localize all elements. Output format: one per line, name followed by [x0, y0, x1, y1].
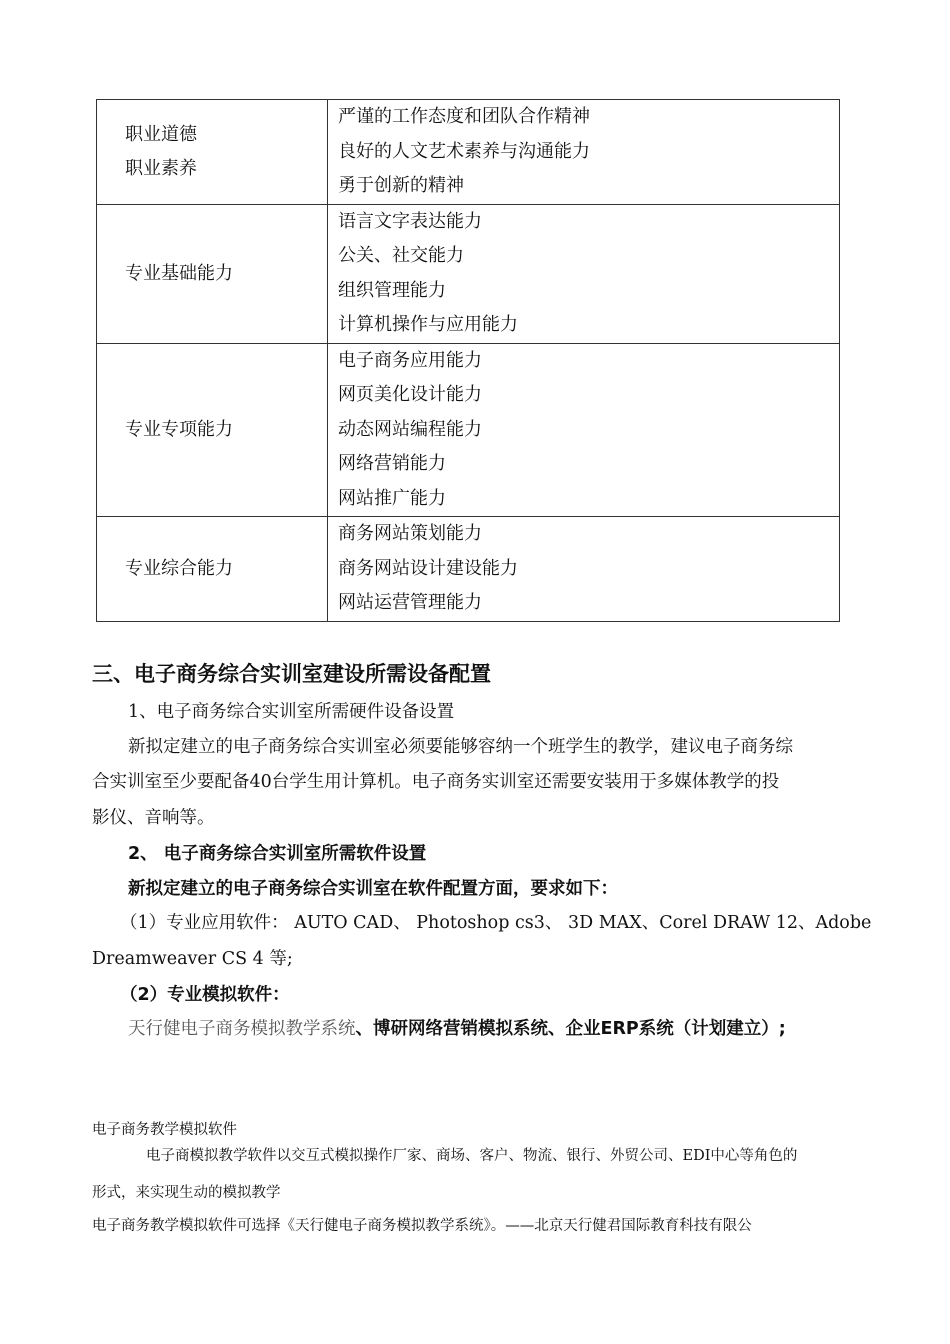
- software-paragraph: 新拟定建立的电子商务综合实训室在软件配置方面，要求如下：: [128, 879, 618, 899]
- category-label: 专业专项能力: [125, 418, 233, 440]
- software-item2-description: [128, 1011, 786, 1048]
- skill-item: 组织管理能力: [338, 279, 446, 301]
- hardware-subheading: 1、电子商务综合实训室所需硬件设备设置: [128, 702, 455, 722]
- software-item2-bold: 、博研网络营销模拟系统、企业ERP系统（计划建立）;: [355, 1019, 786, 1039]
- notes-line1: 电子商模拟教学软件以交互式模拟操作厂家、商场、客户、物流、银行、外贸公司、EDI中心等角色的: [146, 1148, 798, 1164]
- notes-title: 电子商务教学模拟软件: [92, 1122, 237, 1138]
- software-item1-line2: Dreamweaver CS 4 等;: [92, 949, 293, 969]
- skill-item: 网站运营管理能力: [338, 592, 482, 613]
- category-cell: [97, 517, 328, 622]
- items-cell: [328, 204, 840, 343]
- hardware-paragraph-line1: 新拟定建立的电子商务综合实训室必须要能够容纳一个班学生的教学，建议电子商务综: [128, 737, 793, 757]
- skill-item: 网络营销能力: [338, 453, 446, 474]
- category-label: 职业素养: [125, 157, 197, 179]
- skill-item: 电子商务应用能力: [338, 349, 482, 371]
- table-row: [97, 100, 840, 205]
- skill-item: 计算机操作与应用能力: [338, 314, 518, 335]
- hardware-paragraph-line3: 影仪、音响等。: [92, 808, 215, 828]
- skill-item: 动态网站编程能力: [338, 418, 482, 440]
- notes-line2: 形式，来实现生动的模拟教学: [92, 1185, 281, 1201]
- skill-item: 语言文字表达能力: [338, 210, 482, 232]
- table-row: [97, 204, 840, 343]
- skill-item: 良好的人文艺术素养与沟通能力: [338, 140, 590, 162]
- items-cell: [328, 100, 840, 205]
- items-cell: [328, 517, 840, 622]
- category-cell: [97, 100, 328, 205]
- table-row: [97, 517, 840, 622]
- table-row: [97, 343, 840, 517]
- items-cell: [328, 343, 840, 517]
- software-item2-plain: 天行健电子商务模拟教学系统: [128, 1019, 356, 1039]
- skill-item: 商务网站设计建设能力: [338, 557, 518, 579]
- software-subheading: 2、 电子商务综合实训室所需软件设置: [128, 844, 427, 864]
- software-item1-line1: （1）专业应用软件： AUTO CAD、 Photoshop cs3、 3D MAX、Corel DRAW 12、Adobe: [120, 913, 872, 933]
- skill-item: 网站推广能力: [338, 487, 446, 509]
- skill-item: 勇于创新的精神: [338, 175, 464, 196]
- skill-item: 商务网站策划能力: [338, 523, 482, 544]
- category-label: 职业道德: [125, 123, 197, 145]
- skill-item: 公关、社交能力: [338, 245, 464, 266]
- skills-table: [96, 99, 840, 622]
- category-label: 专业基础能力: [125, 262, 233, 284]
- software-item2: （2）专业模拟软件：: [120, 985, 290, 1005]
- skill-item: 严谨的工作态度和团队合作精神: [338, 106, 590, 127]
- category-label: 专业综合能力: [125, 557, 233, 579]
- notes-line3: 电子商务教学模拟软件可选择《天行健电子商务模拟教学系统》。——北京天行健君国际教育科技有限公: [92, 1218, 752, 1234]
- section-3-heading: 三、电子商务综合实训室建设所需设备配置: [92, 662, 491, 686]
- hardware-paragraph-line2: 合实训室至少要配备40台学生用计算机。电子商务实训室还需要安装用于多媒体教学的投: [92, 772, 780, 792]
- category-cell: [97, 204, 328, 343]
- category-cell: [97, 343, 328, 517]
- skill-item: 网页美化设计能力: [338, 384, 482, 405]
